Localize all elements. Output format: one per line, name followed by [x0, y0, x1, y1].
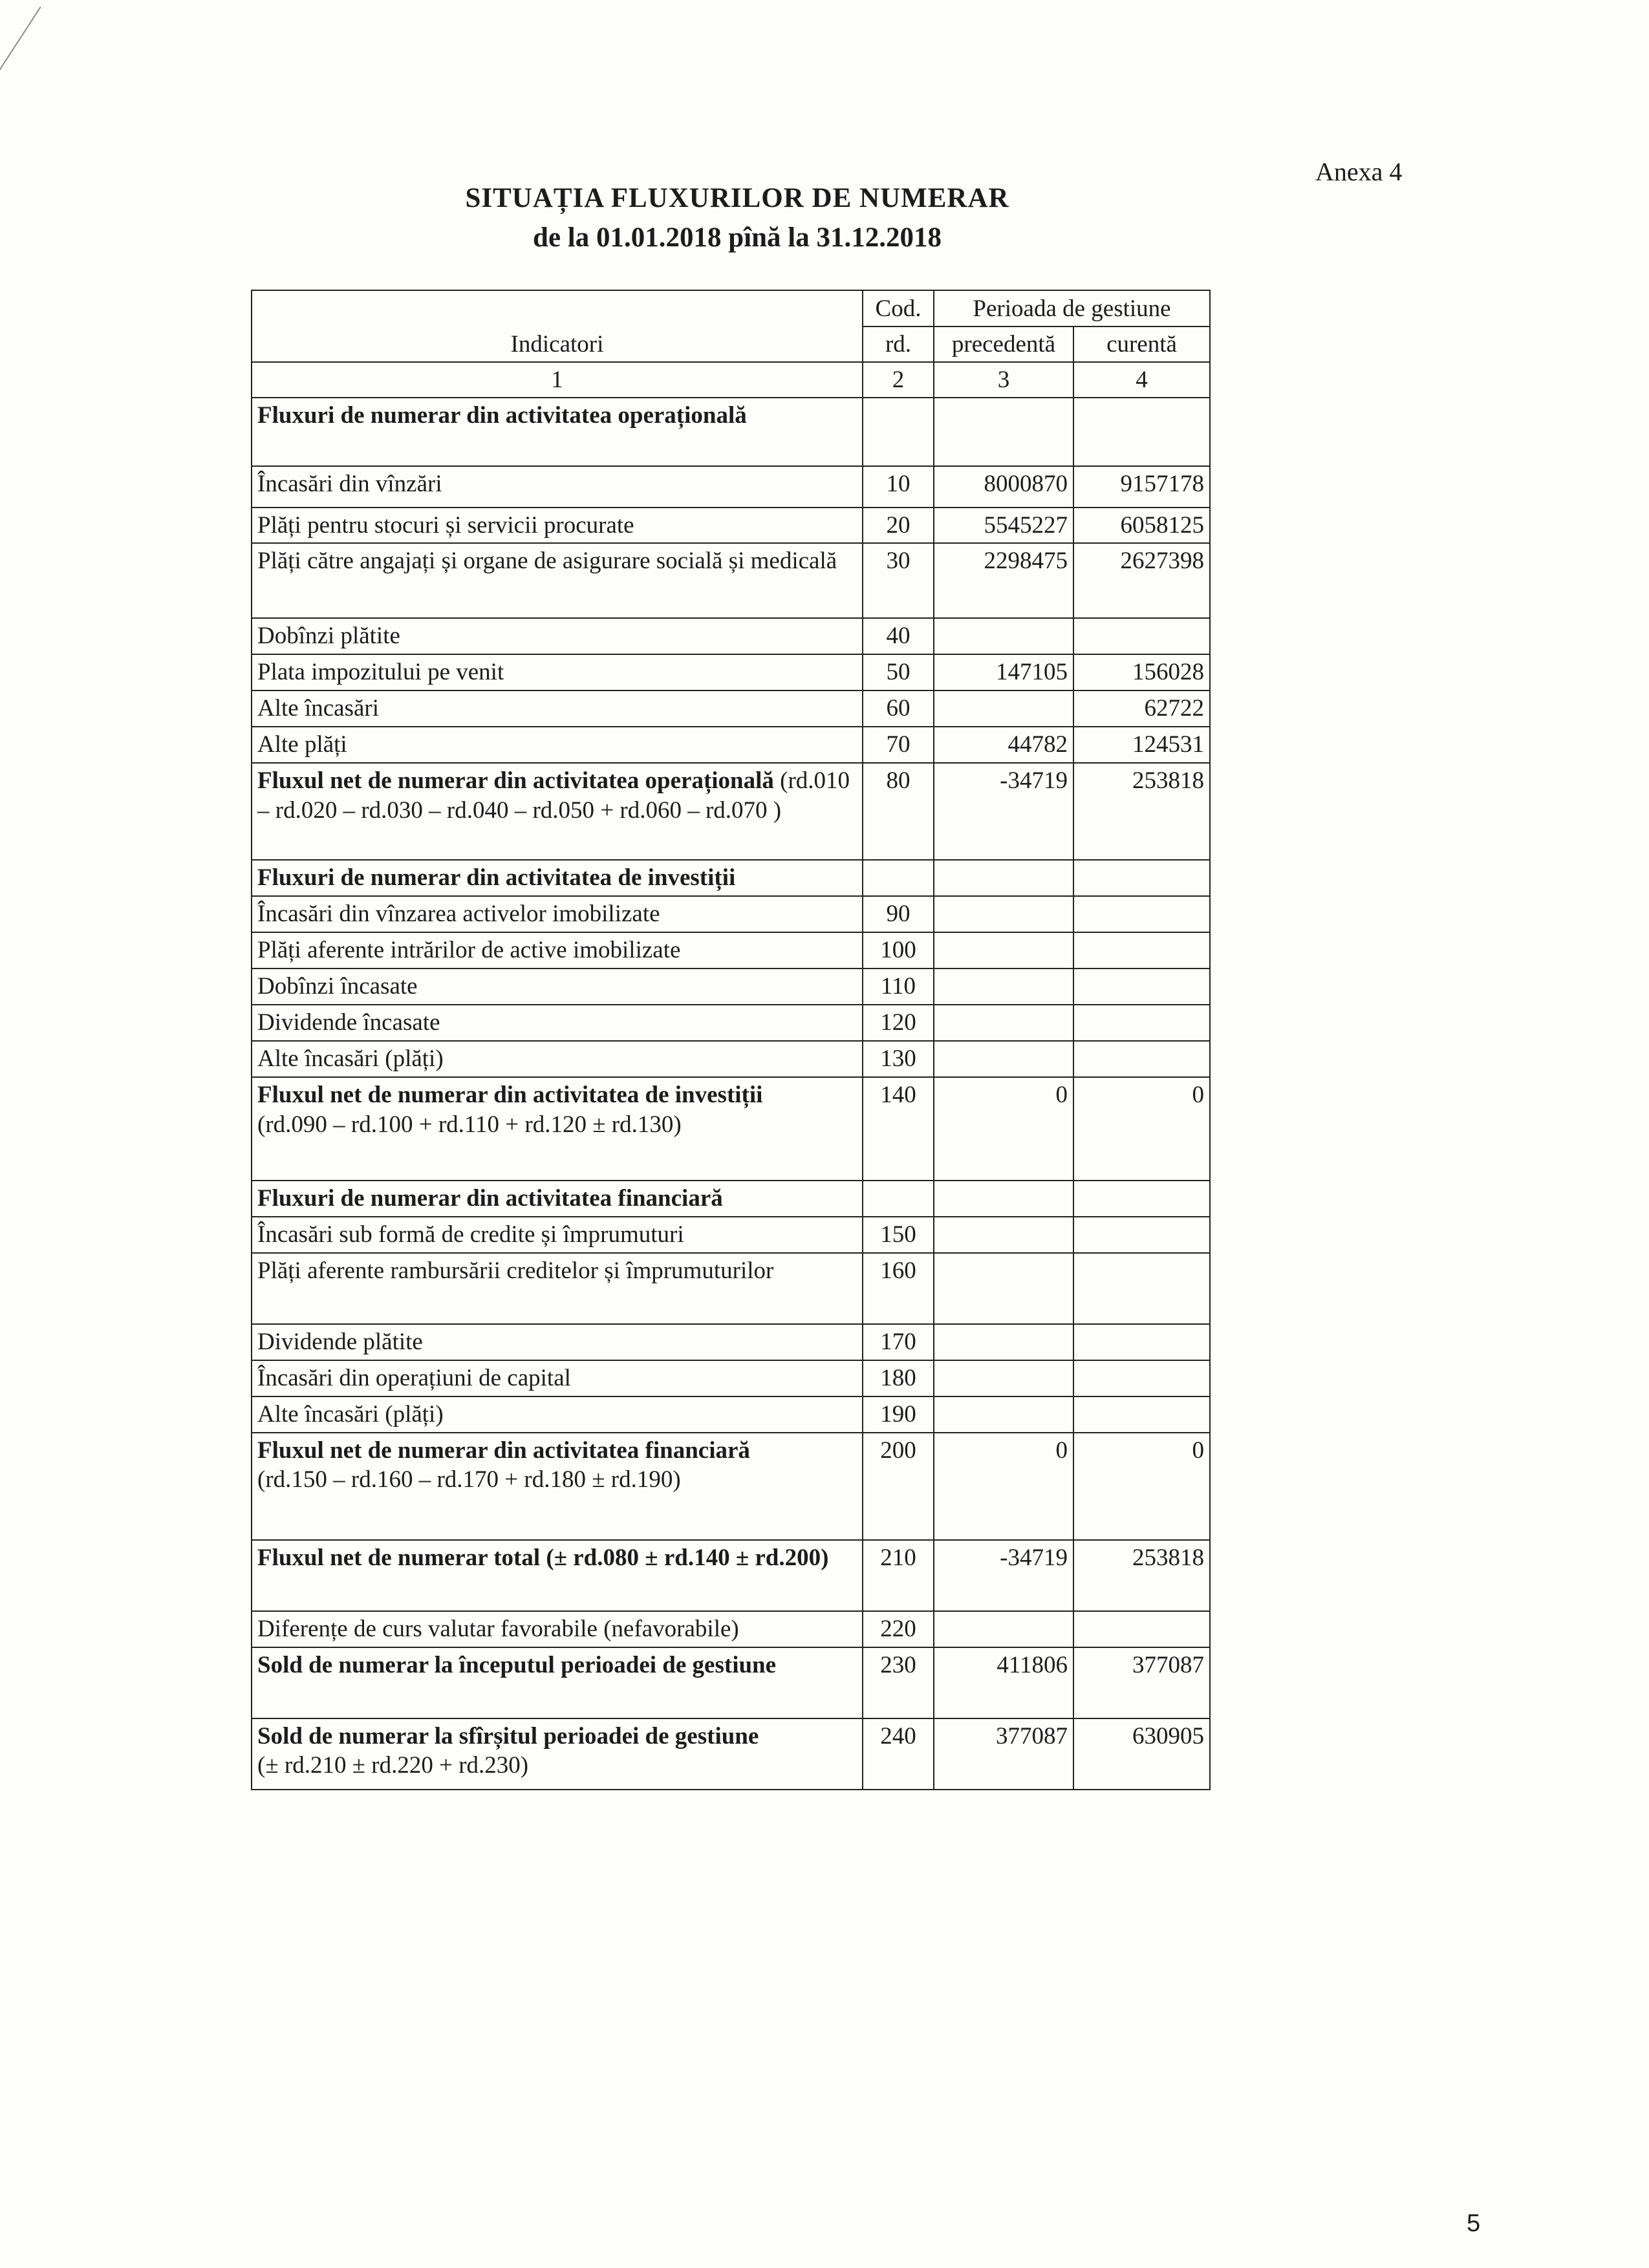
header-col3: 3	[934, 362, 1073, 398]
row-label: Alte încasări (plăți)	[252, 1041, 863, 1077]
row-current: 124531	[1073, 727, 1210, 763]
row-code: 140	[863, 1077, 934, 1181]
header-code-line1: Cod.	[863, 290, 934, 326]
row-label: Alte încasări (plăți)	[252, 1396, 863, 1433]
row-current	[1073, 1360, 1210, 1396]
header-col2: 2	[863, 362, 934, 398]
row-label-bold: Fluxul net de numerar din activitatea operațională	[257, 767, 774, 795]
row-current	[1073, 1005, 1210, 1041]
row-previous: 0	[934, 1077, 1073, 1181]
row-previous: 147105	[934, 654, 1073, 690]
row-code: 200	[863, 1433, 934, 1540]
row-label: Dividende plătite	[252, 1324, 863, 1360]
table-row	[252, 466, 1210, 508]
row-previous	[934, 896, 1073, 932]
table-row	[252, 1077, 1210, 1181]
row-previous	[934, 968, 1073, 1005]
row-label: Plata impozitului pe venit	[252, 654, 863, 690]
row-current: 630905	[1073, 1718, 1210, 1790]
row-previous	[934, 932, 1073, 968]
row-previous: -34719	[934, 1540, 1073, 1611]
document-subtitle: de la 01.01.2018 pînă la 31.12.2018	[533, 222, 942, 253]
row-label	[252, 1718, 863, 1790]
row-current	[1073, 1253, 1210, 1324]
row-current	[1073, 860, 1210, 896]
table-row	[252, 1005, 1210, 1041]
row-code: 80	[863, 763, 934, 860]
row-current	[1073, 398, 1210, 466]
table-row	[252, 398, 1210, 466]
table-row	[252, 763, 1210, 860]
table-row	[252, 1647, 1210, 1718]
row-label: Plăți aferente rambursării creditelor și împrumuturilor	[252, 1253, 863, 1324]
scan-artifact-line	[0, 6, 41, 191]
table-row	[252, 1540, 1210, 1611]
annex-label: Anexa 4	[1315, 157, 1403, 186]
header-indicators: Indicatori	[252, 290, 863, 362]
table-row	[252, 690, 1210, 727]
row-current: 2627398	[1073, 543, 1210, 618]
row-code: 20	[863, 508, 934, 543]
table-row	[252, 1396, 1210, 1433]
table-row	[252, 1253, 1210, 1324]
header-col1: 1	[252, 362, 863, 398]
row-previous	[934, 1217, 1073, 1253]
table-row	[252, 508, 1210, 543]
row-previous	[934, 1181, 1073, 1216]
row-current: 156028	[1073, 654, 1210, 690]
table-row	[252, 932, 1210, 968]
row-label-formula: (± rd.210 ± rd.220 + rd.230)	[257, 1751, 529, 1779]
table-row	[252, 543, 1210, 618]
table-row	[252, 1181, 1210, 1216]
row-code: 90	[863, 896, 934, 932]
row-label: Plăți pentru stocuri și servicii procurate	[252, 508, 863, 543]
row-previous: 377087	[934, 1718, 1073, 1790]
row-current	[1073, 618, 1210, 654]
row-code: 120	[863, 1005, 934, 1041]
row-current: 377087	[1073, 1647, 1210, 1718]
row-code: 210	[863, 1540, 934, 1611]
row-current: 253818	[1073, 763, 1210, 860]
row-previous: 2298475	[934, 543, 1073, 618]
row-label: Alte plăți	[252, 727, 863, 763]
table-row	[252, 860, 1210, 896]
row-current: 6058125	[1073, 508, 1210, 543]
row-code	[863, 1181, 934, 1216]
row-label: Dobînzi încasate	[252, 968, 863, 1005]
row-code: 110	[863, 968, 934, 1005]
row-previous: 8000870	[934, 466, 1073, 508]
header-current: curentă	[1073, 326, 1210, 362]
row-current	[1073, 1217, 1210, 1253]
header-previous: precedentă	[934, 326, 1073, 362]
row-label	[252, 763, 863, 860]
table-row	[252, 1360, 1210, 1396]
row-code: 40	[863, 618, 934, 654]
row-current: 0	[1073, 1077, 1210, 1181]
row-code: 220	[863, 1611, 934, 1647]
row-previous	[934, 1396, 1073, 1433]
row-previous: 5545227	[934, 508, 1073, 543]
row-code	[863, 860, 934, 896]
row-code: 100	[863, 932, 934, 968]
table-row	[252, 1041, 1210, 1077]
row-code: 70	[863, 727, 934, 763]
row-label-bold: Fluxul net de numerar din activitatea financiară	[257, 1437, 750, 1464]
row-current: 253818	[1073, 1540, 1210, 1611]
row-label: Încasări din operațiuni de capital	[252, 1360, 863, 1396]
row-previous	[934, 1360, 1073, 1396]
table-row	[252, 1324, 1210, 1360]
table-row	[252, 1718, 1210, 1790]
row-previous: -34719	[934, 763, 1073, 860]
table-row	[252, 1217, 1210, 1253]
section-financing: Fluxuri de numerar din activitatea financiară	[252, 1181, 863, 1216]
row-current: 62722	[1073, 690, 1210, 727]
row-current	[1073, 1611, 1210, 1647]
row-label-formula: (rd.010 – rd.020 – rd.030 – rd.040 – rd.050 + rd.060 – rd.070 )	[257, 767, 850, 824]
row-label-formula: (rd.150 – rd.160 – rd.170 + rd.180 ± rd.190)	[257, 1466, 681, 1493]
row-code: 170	[863, 1324, 934, 1360]
row-label-bold: Sold de numerar la sfîrșitul perioadei de gestiune	[257, 1722, 759, 1749]
row-code: 190	[863, 1396, 934, 1433]
row-label-bold: Fluxul net de numerar din activitatea de investiții	[257, 1082, 763, 1109]
table-row	[252, 896, 1210, 932]
section-investment: Fluxuri de numerar din activitatea de investiții	[252, 860, 863, 896]
row-code: 180	[863, 1360, 934, 1396]
row-previous	[934, 618, 1073, 654]
table-row	[252, 1611, 1210, 1647]
row-previous	[934, 690, 1073, 727]
row-label	[252, 1077, 863, 1181]
row-previous	[934, 1611, 1073, 1647]
table-row	[252, 727, 1210, 763]
row-previous: 44782	[934, 727, 1073, 763]
row-current: 9157178	[1073, 466, 1210, 508]
row-previous	[934, 1324, 1073, 1360]
row-label: Sold de numerar la începutul perioadei de gestiune	[252, 1647, 863, 1718]
row-code: 50	[863, 654, 934, 690]
table-row	[252, 968, 1210, 1005]
row-previous: 411806	[934, 1647, 1073, 1718]
row-current	[1073, 1041, 1210, 1077]
row-code: 30	[863, 543, 934, 618]
row-code: 240	[863, 1718, 934, 1790]
row-current	[1073, 932, 1210, 968]
header-period: Perioada de gestiune	[934, 290, 1210, 326]
row-current	[1073, 1396, 1210, 1433]
row-label-formula: (rd.090 – rd.100 + rd.110 + rd.120 ± rd.130)	[257, 1111, 682, 1138]
row-label: Plăți aferente intrărilor de active imobilizate	[252, 932, 863, 968]
row-code: 150	[863, 1217, 934, 1253]
header-col4: 4	[1073, 362, 1210, 398]
row-label: Plăți către angajați și organe de asigurare socială și medicală	[252, 543, 863, 618]
cash-flow-table	[251, 290, 1211, 1790]
row-current	[1073, 1181, 1210, 1216]
table-row	[252, 654, 1210, 690]
row-label: Dobînzi plătite	[252, 618, 863, 654]
title-block	[323, 182, 1151, 253]
section-operational: Fluxuri de numerar din activitatea operațională	[252, 398, 863, 466]
row-code: 160	[863, 1253, 934, 1324]
row-label	[252, 1433, 863, 1540]
table-row	[252, 618, 1210, 654]
row-current	[1073, 896, 1210, 932]
row-label: Dividende încasate	[252, 1005, 863, 1041]
row-code: 60	[863, 690, 934, 727]
row-previous: 0	[934, 1433, 1073, 1540]
row-current	[1073, 968, 1210, 1005]
row-label: Fluxul net de numerar total (± rd.080 ± rd.140 ± rd.200)	[252, 1540, 863, 1611]
row-previous	[934, 860, 1073, 896]
row-previous	[934, 1005, 1073, 1041]
row-code: 230	[863, 1647, 934, 1718]
page-number: 5	[1467, 2210, 1481, 2237]
row-label: Diferențe de curs valutar favorabile (nefavorabile)	[252, 1611, 863, 1647]
row-label: Alte încasări	[252, 690, 863, 727]
row-previous	[934, 398, 1073, 466]
row-label: Încasări din vînzarea activelor imobilizate	[252, 896, 863, 932]
header-code-line2: rd.	[863, 326, 934, 362]
row-previous	[934, 1253, 1073, 1324]
row-label: Încasări din vînzări	[252, 466, 863, 508]
row-current	[1073, 1324, 1210, 1360]
table-row	[252, 1433, 1210, 1540]
row-current: 0	[1073, 1433, 1210, 1540]
row-code: 130	[863, 1041, 934, 1077]
row-code	[863, 398, 934, 466]
row-code: 10	[863, 466, 934, 508]
document-title: SITUAȚIA FLUXURILOR DE NUMERAR	[465, 183, 1009, 213]
row-label: Încasări sub formă de credite și împrumuturi	[252, 1217, 863, 1253]
row-previous	[934, 1041, 1073, 1077]
